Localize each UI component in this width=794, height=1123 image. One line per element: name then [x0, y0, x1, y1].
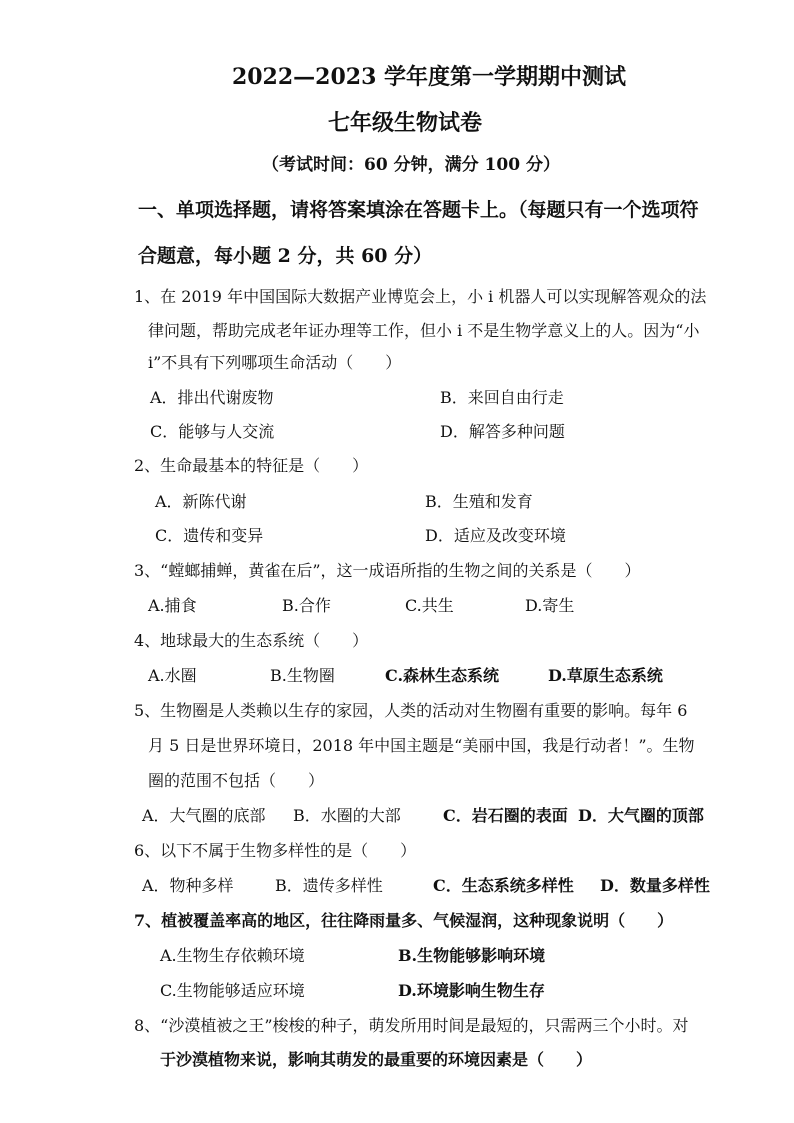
q4-option-b: B.生物圈 [270, 666, 335, 685]
q7-option-c: C.生物能够适应环境 [160, 981, 305, 1000]
q4-option-d: D.草原生态系统 [548, 666, 663, 685]
q8-stem-line2: 于沙漠植物来说，影响其萌发的最重要的环境因素是（ ） [160, 1050, 593, 1069]
q2-option-a: A．新陈代谢 [155, 492, 247, 511]
exam-subtitle: 七年级生物试卷 [327, 110, 482, 136]
q6-option-d: D．数量多样性 [600, 876, 710, 895]
q3-option-a: A.捕食 [148, 596, 197, 615]
q5-option-b: B．水圈的大部 [293, 806, 401, 825]
q5-stem-line2: 月 5 日是世界环境日，2018 年中国主题是“美丽中国，我是行动者！”。生物 [148, 736, 695, 755]
section-heading-line2: 合题意，每小题 2 分，共 60 分） [138, 245, 433, 267]
q5-stem-line3: 圈的范围不包括（ ） [148, 771, 325, 790]
q4-option-c: C.森林生态系统 [385, 666, 500, 685]
q5-stem-line1: 5、生物圈是人类赖以生存的家园，人类的活动对生物圈有重要的影响。每年 6 [134, 701, 688, 720]
q2-stem: 2、生命最基本的特征是（ ） [134, 456, 369, 475]
q2-option-c: C．遗传和变异 [155, 526, 264, 545]
q6-option-b: B．遗传多样性 [275, 876, 383, 895]
q2-option-d: D．适应及改变环境 [425, 526, 566, 545]
q4-option-a: A.水圈 [148, 666, 197, 685]
q1-stem-line1: 1、在 2019 年中国国际大数据产业博览会上，小 i 机器人可以实现解答观众的法 [134, 287, 707, 306]
q5-option-d: D．大气圈的顶部 [578, 806, 704, 825]
q6-option-a: A．物种多样 [142, 876, 234, 895]
section-heading-line1: 一、单项选择题，请将答案填涂在答题卡上。（每题只有一个选项符 [138, 199, 699, 221]
exam-title: 2022—2023 学年度第一学期期中测试 [231, 64, 627, 90]
q3-stem: 3、“螳螂捕蝉，黄雀在后”，这一成语所指的生物之间的关系是（ ） [134, 561, 641, 580]
q1-stem-line3: i”不具有下列哪项生命活动（ ） [148, 353, 402, 372]
q8-stem-line1: 8、“沙漠植被之王”梭梭的种子，萌发所用时间是最短的，只需两三个小时。对 [134, 1016, 689, 1035]
exam-info: （考试时间：60 分钟，满分 100 分） [262, 155, 560, 175]
q3-option-b: B.合作 [282, 596, 331, 615]
q7-stem: 7、植被覆盖率高的地区，往往降雨量多、气候湿润，这种现象说明（ ） [134, 911, 674, 930]
q6-stem: 6、以下不属于生物多样性的是（ ） [134, 841, 417, 860]
q2-option-b: B．生殖和发育 [425, 492, 533, 511]
q1-option-c: C．能够与人交流 [150, 422, 275, 441]
q1-option-b: B．来回自由行走 [440, 388, 564, 407]
q3-option-c: C.共生 [405, 596, 454, 615]
q1-option-d: D．解答多种问题 [440, 422, 565, 441]
q1-option-a: A．排出代谢废物 [150, 388, 274, 407]
q5-option-a: A．大气圈的底部 [142, 806, 266, 825]
q7-option-a: A.生物生存依赖环境 [160, 946, 305, 965]
q4-stem: 4、地球最大的生态系统（ ） [134, 631, 369, 650]
q7-option-b: B.生物能够影响环境 [398, 946, 546, 965]
q6-option-c: C．生态系统多样性 [433, 876, 574, 895]
q3-option-d: D.寄生 [525, 596, 575, 615]
q1-stem-line2: 律问题，帮助完成老年证办理等工作，但小 i 不是生物学意义上的人。因为“小 [148, 321, 700, 340]
q7-option-d: D.环境影响生物生存 [398, 981, 545, 1000]
q5-option-c: C．岩石圈的表面 [443, 806, 568, 825]
